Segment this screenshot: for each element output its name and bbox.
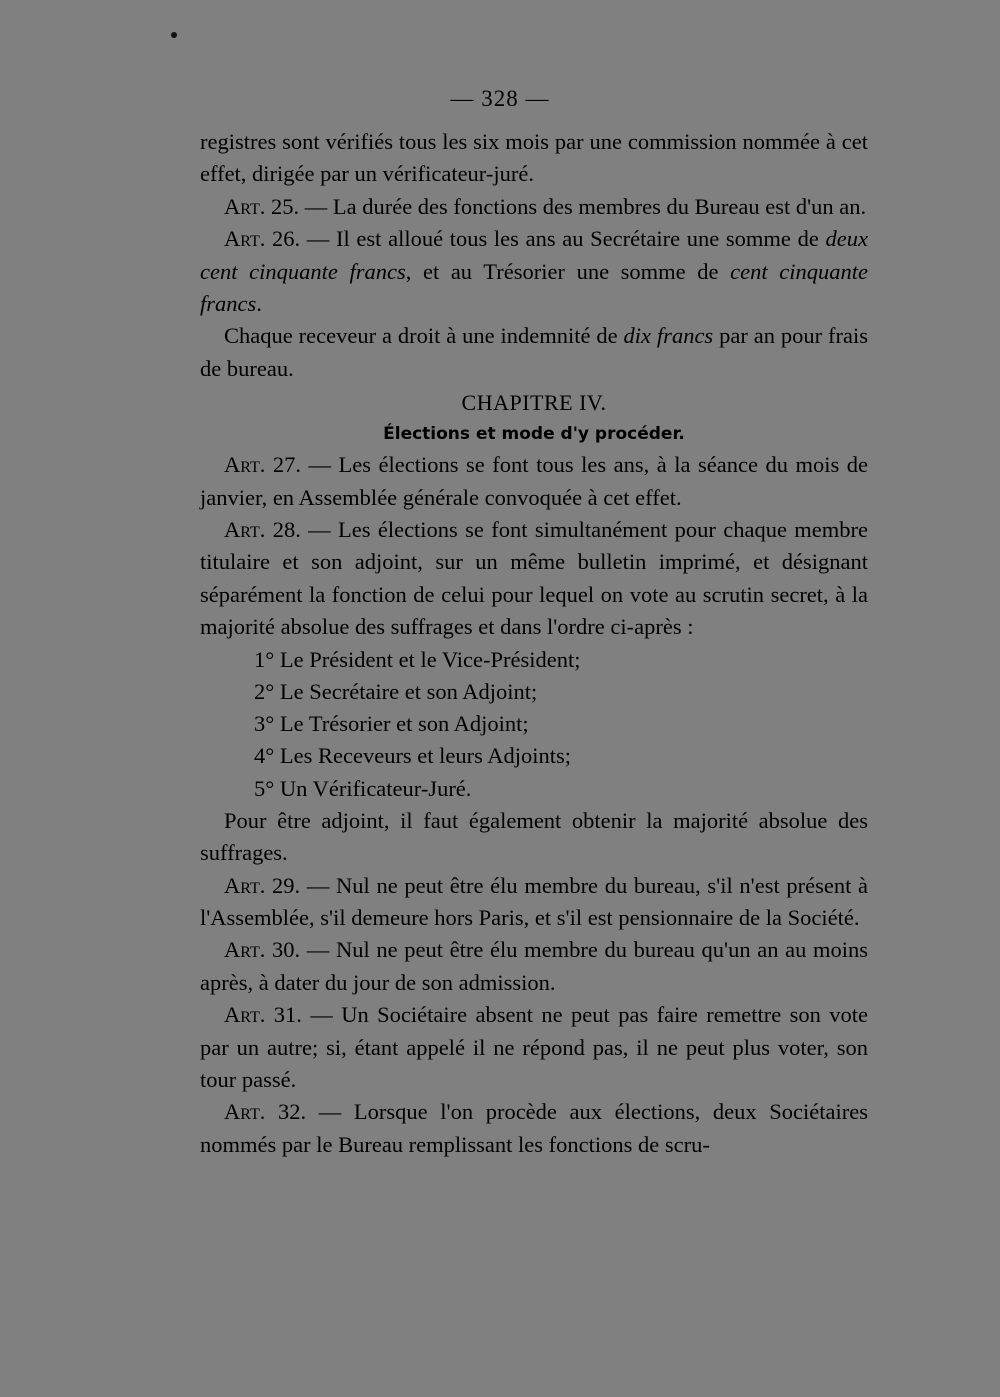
page-number: — 328 — xyxy=(450,86,550,111)
article-26 xyxy=(200,223,868,320)
list-item: 3° Le Trésorier et son Adjoint; xyxy=(254,711,529,737)
list-item: 5° Un Vérificateur-Juré. xyxy=(254,775,472,801)
article-text: — Il est alloué tous les ans au Secrétaire une somme de xyxy=(300,226,826,252)
article-text: — Les élections se font simultanément pour chaque membre titulaire et son adjoint, sur un même bulletin imprimé, et désignant séparément la fonction de celui pour lequel on vote au scrutin secret, à la majorité absolue des suffrages et dans l'ordre ci-après : xyxy=(200,517,868,640)
adjoint-paragraph: Pour être adjoint, il faut également obtenir la majorité absolue des suffrages. xyxy=(200,807,868,866)
chapter-title: CHAPITRE IV. xyxy=(461,390,607,416)
article-31 xyxy=(200,999,868,1096)
amount-treasurer: cent cinquante francs xyxy=(200,258,868,317)
amount-receveur: dix francs xyxy=(623,323,714,349)
continuation-paragraph: registres sont vérifiés tous les six mois par une commission nommée à cet effet, dirigée par un vérificateur-juré. xyxy=(200,129,868,187)
article-29 xyxy=(200,870,868,935)
article-label: Art. 31. xyxy=(224,1002,302,1028)
article-32 xyxy=(200,1096,868,1161)
scan-mark xyxy=(171,32,177,38)
article-30 xyxy=(200,934,868,999)
article-25 xyxy=(200,191,868,223)
chapter-subtitle: Élections et mode d'y procéder. xyxy=(383,424,685,445)
article-label: Art. 28. xyxy=(224,517,301,543)
article-text: — La durée des fonctions des membres du Bureau est d'un an. xyxy=(299,193,867,219)
article-text: — Lorsque l'on procède aux élections, deux Sociétaires nommés par le Bureau remplissant les fonctions de scru- xyxy=(200,1099,868,1157)
amount-secretary: deux cent cinquante francs xyxy=(200,226,868,284)
list-item: 4° Les Receveurs et leurs Adjoints; xyxy=(254,743,572,769)
article-27 xyxy=(200,449,868,514)
article-label: Art. 30. xyxy=(224,937,301,963)
article-label: Art. 26. xyxy=(224,226,301,252)
paragraph-text: par an pour frais de bureau. xyxy=(200,323,868,381)
article-text: — Nul ne peut être élu membre du bureau, s'il n'est présent à l'Assemblée, s'il demeure hors Paris, et s'il est pensionnaire de la Société. xyxy=(200,872,869,930)
list-item: 1° Le Président et le Vice-Président; xyxy=(254,646,581,672)
receveur-paragraph xyxy=(200,320,868,385)
article-label: Art. 29. xyxy=(224,872,301,898)
article-text: — Les élections se font tous les ans, à la séance du mois de janvier, en Assemblée générale convoquée à cet effet. xyxy=(200,452,869,510)
article-text: — Nul ne peut être élu membre du bureau qu'un an au moins après, à dater du jour de son admission. xyxy=(200,937,868,995)
article-text: . xyxy=(256,291,262,317)
article-text: , et au Trésorier une somme de xyxy=(405,258,731,284)
page-body xyxy=(200,126,868,1161)
paragraph-text: Chaque receveur a droit à une indemnité de xyxy=(224,323,624,349)
article-label: Art. 27. xyxy=(224,452,302,478)
list-item: 2° Le Secrétaire et son Adjoint; xyxy=(254,678,538,704)
article-label: Art. 25. xyxy=(224,193,300,219)
article-text: — Un Sociétaire absent ne peut pas faire remettre son vote par un autre; si, étant appelé il ne répond pas, il ne peut plus voter, son tour passé. xyxy=(200,1002,869,1092)
article-28 xyxy=(200,514,868,644)
article-label: Art. 32. xyxy=(224,1099,307,1125)
election-order-list xyxy=(200,644,868,805)
